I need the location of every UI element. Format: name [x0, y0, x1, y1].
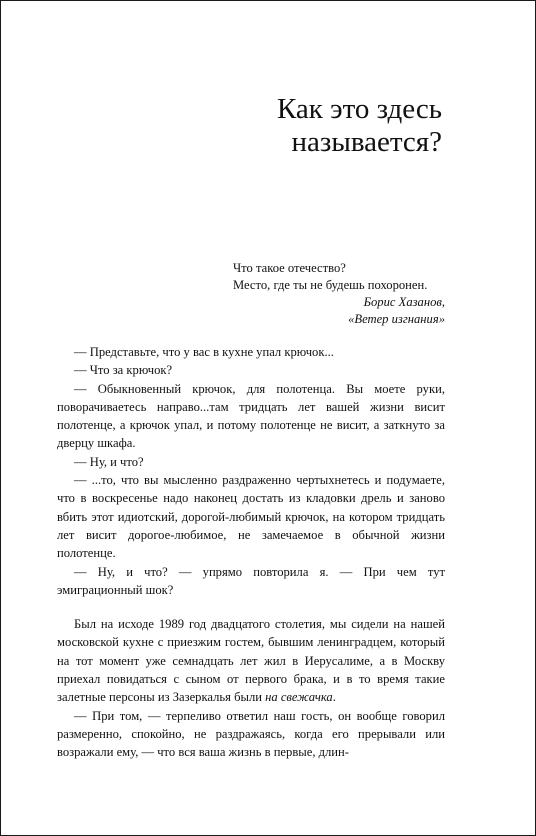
epigraph-line-2: Место, где ты не будешь похоронен. [233, 278, 428, 292]
chapter-title-line-2: называется? [291, 126, 442, 158]
paragraph: — Ну, и что? — упрямо повторила я. — При чем тут эмиграционный шок? [57, 564, 445, 597]
paragraph: — Представьте, что у вас в кухне упал крючок... [74, 345, 334, 359]
epigraph-author: Борис Хазанов, [363, 295, 445, 309]
section-gap [57, 599, 445, 615]
paragraph: — При том, — терпеливо ответил наш гость, он вообще говорил размеренно, спокойно, не раздражаясь, когда его прерывали или возражали ему, — что вся ваша жизнь в первые, длин- [57, 708, 445, 760]
paragraph: — ...то, что вы мысленно раздраженно чертыхнетесь и подумаете, что в воскресенье надо наконец достать из кладовки дрель и заново вбить этот идиотский, дорогой-любимый крючок, на котором тридцать лет висит дорогое-любимое, не замечаемое в обычной жизни полотенце. [57, 473, 445, 561]
paragraph-end: . [332, 690, 336, 705]
epigraph [233, 260, 445, 328]
chapter-title-line-1: Как это здесь [276, 93, 442, 125]
chapter-title [277, 93, 442, 159]
paragraph: — Что за крючок? [74, 363, 173, 378]
paragraph-italic: на свежачка [265, 690, 333, 705]
paragraph [57, 615, 445, 706]
epigraph-source: «Ветер изгнания» [348, 312, 445, 326]
epigraph-line-1: Что такое отечество? [233, 261, 346, 275]
paragraph: — Обыкновенный крючок, для полотенца. Вы моете руки, поворачиваетесь направо...там тридцать лет вашей жизни висит полотенце, а крючок упал, и потому полотенце не висит, а заткнуто за дверцу шкафа. [57, 381, 445, 451]
body-text [57, 343, 445, 762]
paragraph: — Ну, и что? [74, 454, 144, 469]
paragraph-text: Был на исходе 1989 год двадцатого столетия, мы сидели на нашей московской кухне с приезжим гостем, бывшим ленинградцем, который на тот момент уже семнадцать лет жил в Иерусалиме, а в Москву приехал повидаться с сыном от первого брака, и в то время такие залетные персоны из Зазеркалья были [57, 617, 445, 705]
